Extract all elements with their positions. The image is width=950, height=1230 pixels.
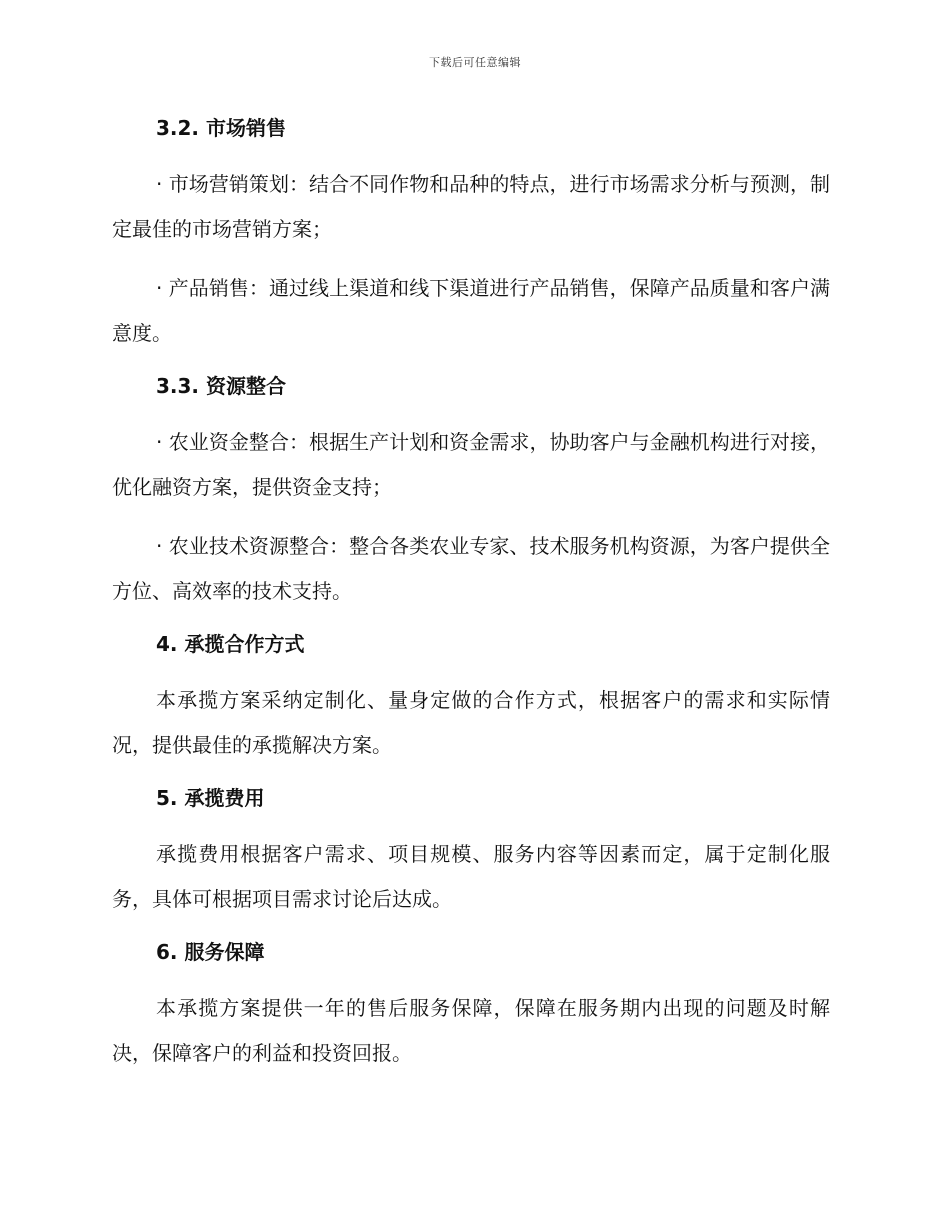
- bullet-product-sales: · 产品销售：通过线上渠道和线下渠道进行产品销售，保障产品质量和客户满意度。: [112, 276, 830, 345]
- paragraph-service-guarantee: 本承揽方案提供一年的售后服务保障，保障在服务期内出现的问题及时解决，保障客户的利益和投资回报。: [112, 996, 830, 1065]
- section-heading-6: 6. 服务保障: [156, 940, 265, 964]
- bullet-funding-integration: · 农业资金整合：根据生产计划和资金需求，协助客户与金融机构进行对接，优化融资方案，提供资金支持；: [112, 430, 830, 499]
- section-heading-5: 5. 承揽费用: [156, 786, 265, 810]
- section-heading-3-3: 3.3. 资源整合: [156, 374, 286, 398]
- page-header-note: 下载后可任意编辑: [429, 56, 521, 69]
- section-heading-3-2: 3.2. 市场销售: [156, 116, 286, 140]
- bullet-marketing-planning: · 市场营销策划：结合不同作物和品种的特点，进行市场需求分析与预测，制定最佳的市场营销方案；: [112, 172, 830, 241]
- document-body: [112, 112, 830, 1076]
- bullet-tech-resource-integration: · 农业技术资源整合：整合各类农业专家、技术服务机构资源，为客户提供全方位、高效率的技术支持。: [112, 534, 830, 603]
- section-heading-4: 4. 承揽合作方式: [156, 632, 305, 656]
- paragraph-fees: 承揽费用根据客户需求、项目规模、服务内容等因素而定，属于定制化服务，具体可根据项目需求讨论后达成。: [112, 842, 830, 911]
- paragraph-cooperation-mode: 本承揽方案采纳定制化、量身定做的合作方式，根据客户的需求和实际情况，提供最佳的承揽解决方案。: [112, 688, 830, 757]
